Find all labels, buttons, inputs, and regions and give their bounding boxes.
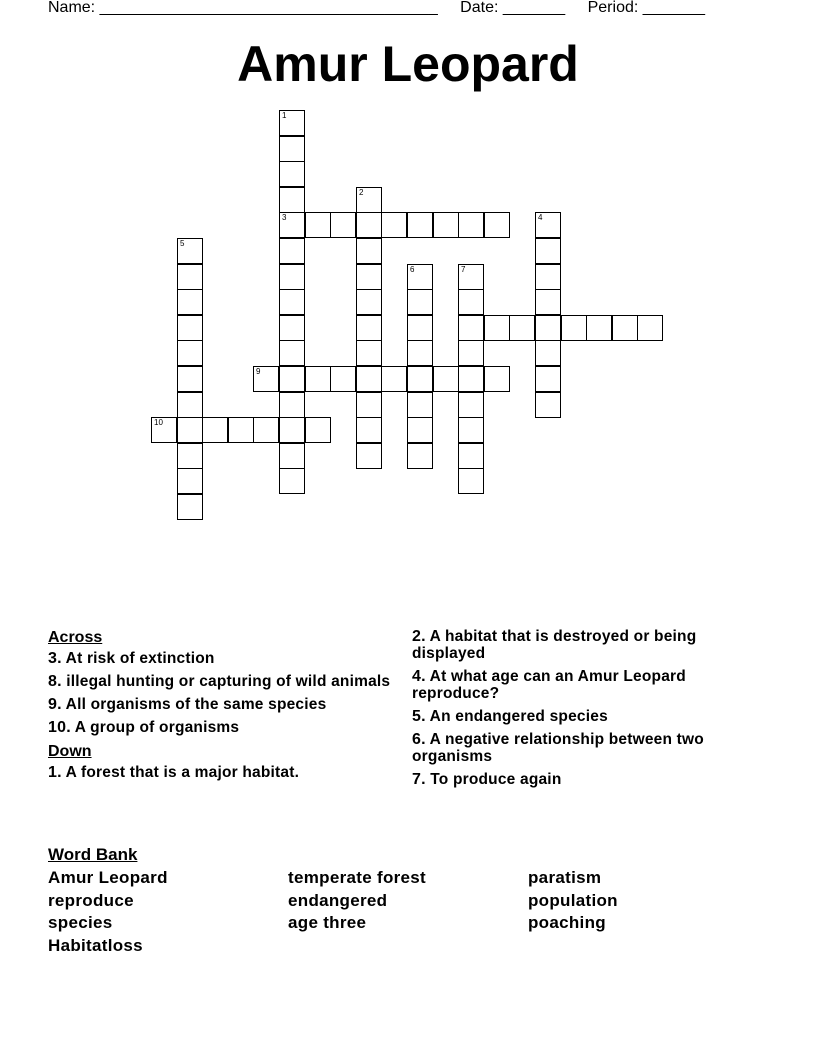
clue-number: 10 — [154, 418, 163, 427]
clue-item-text: illegal hunting or capturing of wild animals — [61, 673, 391, 690]
clue-item — [412, 628, 757, 662]
crossword-cell[interactable] — [279, 366, 305, 392]
clue-item — [412, 731, 757, 765]
clue-item-number: 5. — [412, 708, 426, 725]
crossword-cell[interactable] — [279, 187, 305, 213]
crossword-cell[interactable] — [535, 366, 561, 392]
crossword-cell[interactable] — [458, 264, 484, 290]
crossword-cell[interactable] — [535, 340, 561, 366]
clue-number: 5 — [180, 239, 185, 248]
word-bank-word: population — [528, 891, 618, 910]
crossword-cell[interactable] — [458, 443, 484, 469]
crossword-cell[interactable] — [279, 443, 305, 469]
crossword-cell[interactable] — [177, 494, 203, 520]
clue-item-text: A habitat that is destroyed or being displayed — [412, 628, 697, 662]
crossword-cell[interactable] — [535, 212, 561, 238]
clue-item-number: 7. — [412, 771, 426, 788]
crossword-cell[interactable] — [484, 315, 510, 341]
clue-item-text: A negative relationship between two organisms — [412, 731, 704, 765]
crossword-cell[interactable] — [279, 289, 305, 315]
crossword-cell[interactable] — [279, 212, 305, 238]
crossword-cell[interactable] — [279, 238, 305, 264]
crossword-cell[interactable] — [177, 289, 203, 315]
clue-item-text: A forest that is a major habitat. — [61, 764, 300, 781]
crossword-cell[interactable] — [253, 366, 279, 392]
clue-number: 3 — [282, 213, 287, 222]
crossword-cell[interactable] — [177, 443, 203, 469]
crossword-cell[interactable] — [177, 392, 203, 418]
crossword-cell[interactable] — [330, 366, 356, 392]
crossword-cell[interactable] — [458, 340, 484, 366]
crossword-cell[interactable] — [356, 417, 382, 443]
clue-item — [48, 673, 393, 690]
crossword-cell[interactable] — [356, 238, 382, 264]
word-bank-word: Habitatloss — [48, 936, 143, 955]
crossword-cell[interactable] — [279, 161, 305, 187]
crossword-cell[interactable] — [279, 468, 305, 494]
crossword-cell[interactable] — [586, 315, 612, 341]
crossword-cell[interactable] — [458, 289, 484, 315]
crossword-cell[interactable] — [177, 238, 203, 264]
clue-item-text: To produce again — [425, 771, 562, 788]
crossword-cell[interactable] — [407, 340, 433, 366]
crossword-cell[interactable] — [535, 289, 561, 315]
word-bank-word: age three — [288, 913, 367, 932]
clue-item-text: At what age can an Amur Leopard reproduce? — [412, 668, 686, 702]
clue-item-number: 10. — [48, 719, 71, 736]
clue-item-number: 8. — [48, 673, 62, 690]
crossword-cell[interactable] — [279, 264, 305, 290]
clues-right-column — [412, 628, 757, 794]
word-bank-word: endangered — [288, 891, 388, 910]
crossword-cell[interactable] — [177, 417, 203, 443]
crossword-cell[interactable] — [279, 392, 305, 418]
crossword-cell[interactable] — [305, 417, 331, 443]
crossword-cell[interactable] — [535, 392, 561, 418]
crossword-cell[interactable] — [381, 366, 407, 392]
page-title: Amur Leopard — [237, 36, 579, 92]
crossword-cell[interactable] — [356, 289, 382, 315]
crossword-cell[interactable] — [381, 212, 407, 238]
clues-left-column — [48, 628, 393, 787]
crossword-cell[interactable] — [356, 315, 382, 341]
crossword-cell[interactable] — [612, 315, 638, 341]
crossword-cell[interactable] — [407, 417, 433, 443]
clue-item-number: 2. — [412, 628, 426, 645]
down-clue-list-left — [48, 764, 393, 781]
clue-item — [48, 696, 393, 713]
crossword-cell[interactable] — [561, 315, 587, 341]
crossword-cell[interactable] — [356, 212, 382, 238]
word-bank-word: Amur Leopard — [48, 868, 168, 887]
word-bank-word: poaching — [528, 913, 606, 932]
crossword-cell[interactable] — [356, 366, 382, 392]
crossword-cell[interactable] — [279, 315, 305, 341]
crossword-cell[interactable] — [177, 340, 203, 366]
down-clue-list-right — [412, 628, 757, 788]
crossword-cell[interactable] — [458, 468, 484, 494]
down-heading: Down — [48, 743, 92, 760]
crossword-cell[interactable] — [356, 392, 382, 418]
period-field-label: Period: _______ — [587, 0, 706, 16]
crossword-cell[interactable] — [177, 366, 203, 392]
crossword-cell[interactable] — [356, 443, 382, 469]
crossword-cell[interactable] — [433, 212, 459, 238]
crossword-cell[interactable] — [279, 340, 305, 366]
crossword-cell[interactable] — [458, 417, 484, 443]
clue-item-text: All organisms of the same species — [61, 696, 327, 713]
across-clue-list — [48, 650, 393, 736]
crossword-cell[interactable] — [407, 264, 433, 290]
word-bank-word: paratism — [528, 868, 602, 887]
crossword-cell[interactable] — [202, 417, 228, 443]
clue-item-number: 1. — [48, 764, 62, 781]
crossword-cell[interactable] — [433, 366, 459, 392]
clue-item — [48, 719, 393, 736]
clue-number: 1 — [282, 111, 287, 120]
crossword-cell[interactable] — [279, 110, 305, 136]
clue-item-number: 9. — [48, 696, 62, 713]
crossword-cell[interactable] — [177, 264, 203, 290]
crossword-cell[interactable] — [407, 289, 433, 315]
crossword-cell[interactable] — [177, 468, 203, 494]
clue-item — [412, 668, 757, 702]
crossword-cell[interactable] — [228, 417, 254, 443]
clue-number: 2 — [359, 188, 364, 197]
word-bank-word: temperate forest — [288, 868, 427, 887]
crossword-cell[interactable] — [484, 212, 510, 238]
crossword-cell[interactable] — [356, 340, 382, 366]
crossword-cell[interactable] — [356, 264, 382, 290]
crossword-cell[interactable] — [407, 315, 433, 341]
clue-item-number: 3. — [48, 650, 62, 667]
date-field-label: Date: _______ — [460, 0, 566, 16]
clue-number: 7 — [461, 265, 466, 274]
crossword-cell[interactable] — [407, 392, 433, 418]
clue-item-number: 4. — [412, 668, 426, 685]
crossword-cell[interactable] — [305, 366, 331, 392]
crossword-cell[interactable] — [253, 417, 279, 443]
clue-item-text: A group of organisms — [70, 719, 240, 736]
clue-item — [48, 764, 393, 781]
clue-item-number: 6. — [412, 731, 426, 748]
crossword-cell[interactable] — [535, 264, 561, 290]
clue-item-text: An endangered species — [425, 708, 608, 725]
crossword-cell[interactable] — [330, 212, 356, 238]
word-bank-word: species — [48, 913, 113, 932]
name-field-label: Name: ______________________________________ — [48, 0, 438, 16]
clue-item — [48, 650, 393, 667]
crossword-cell[interactable] — [509, 315, 535, 341]
crossword-cell[interactable] — [151, 417, 177, 443]
crossword-cell[interactable] — [484, 366, 510, 392]
clue-number: 4 — [538, 213, 543, 222]
crossword-cell[interactable] — [458, 212, 484, 238]
crossword-cell[interactable] — [356, 187, 382, 213]
clue-item — [412, 708, 757, 725]
crossword-cell[interactable] — [407, 366, 433, 392]
crossword-cell[interactable] — [177, 315, 203, 341]
crossword-cell[interactable] — [458, 366, 484, 392]
crossword-cell[interactable] — [279, 136, 305, 162]
crossword-cell[interactable] — [305, 212, 331, 238]
crossword-cell[interactable] — [458, 392, 484, 418]
crossword-cell[interactable] — [535, 315, 561, 341]
clue-number: 6 — [410, 265, 415, 274]
word-bank-word: reproduce — [48, 891, 134, 910]
across-heading: Across — [48, 629, 103, 646]
crossword-cell[interactable] — [535, 238, 561, 264]
clue-number: 9 — [256, 367, 261, 376]
crossword-cell[interactable] — [407, 443, 433, 469]
crossword-cell[interactable] — [279, 417, 305, 443]
word-bank-heading: Word Bank — [48, 845, 138, 864]
clue-item-text: At risk of extinction — [61, 650, 215, 667]
crossword-cell[interactable] — [458, 315, 484, 341]
crossword-cell[interactable] — [637, 315, 663, 341]
clue-item — [412, 771, 757, 788]
crossword-cell[interactable] — [407, 212, 433, 238]
